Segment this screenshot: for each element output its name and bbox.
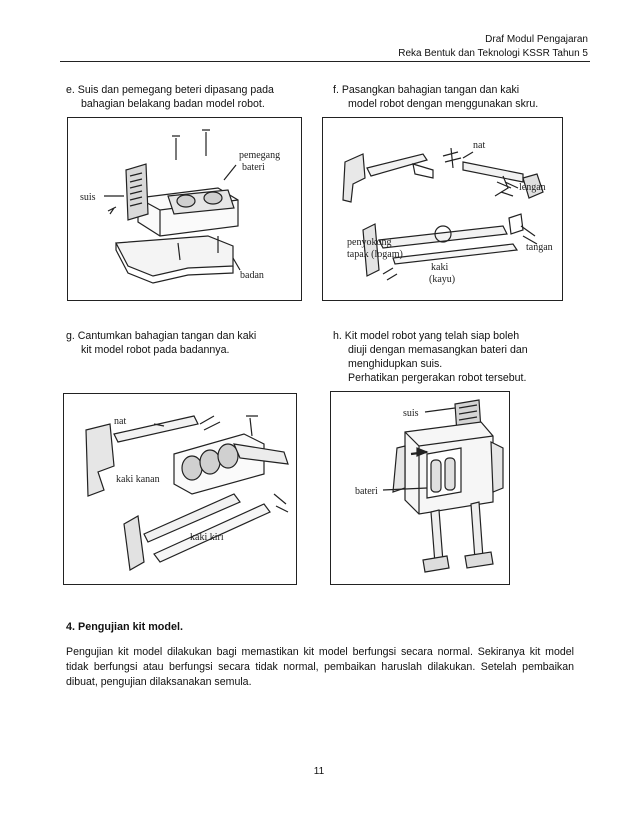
label-pemegang: pemegang [239,150,281,161]
step-e-caption: e. Suis dan pemegang beteri dipasang pada bahagian belakang badan model robot. [66,84,274,110]
label-badan: badan [240,270,264,281]
label-penyokong: penyokong [347,237,392,248]
section-body: Pengujian kit model dilakukan bagi memastikan kit model berfungsi secara normal. Sekiranya kit model tidak berfungsi atau berfungsi secara tidak normal, pembaikan haruslah dilakukan. Setelah pembaikan dibuat, pengujian dilaksanakan semula. [66,646,574,688]
label-lengan: lengan [519,182,546,193]
step-f-caption: f. Pasangkan bahagian tangan dan kaki model robot dengan menggunakan skru. [333,84,539,110]
label-tangan: tangan [526,242,553,253]
label-kaki-kanan: kaki kanan [116,474,160,485]
label-bateri: bateri [242,162,265,173]
label-kaki-kiri: kaki kiri [190,532,224,543]
label-nat: nat [473,140,486,151]
figure-h-finished-robot [330,391,510,585]
label-suis: suis [403,408,419,419]
header-subject-title: Reka Bentuk dan Teknologi KSSR Tahun 5 [398,48,588,59]
label-bateri: bateri [355,486,378,497]
page-number: 11 [313,766,325,777]
figure-g-assembly [63,393,297,585]
label-nat: nat [114,416,127,427]
label-kayu: (kayu) [429,274,456,285]
label-tapak-logam: tapak (logam) [347,249,403,260]
step-g-caption: g. Cantumkan bahagian tangan dan kaki kit model robot pada badannya. [66,330,257,356]
label-suis: suis [80,192,96,203]
label-kaki: kaki [431,262,449,273]
figure-f-arms-legs [322,117,563,301]
page-header [398,33,588,61]
header-module-title: Draf Modul Pengajaran [485,34,588,45]
figure-e-battery-holder [67,117,302,301]
step-h-caption: h. Kit model robot yang telah siap boleh diuji dengan memasangkan bateri dan menghidupkan suis. Perhatikan pergerakan robot tersebut. [333,330,528,384]
section-title: 4. Pengujian kit model. [66,621,183,633]
header-rule [60,61,590,62]
